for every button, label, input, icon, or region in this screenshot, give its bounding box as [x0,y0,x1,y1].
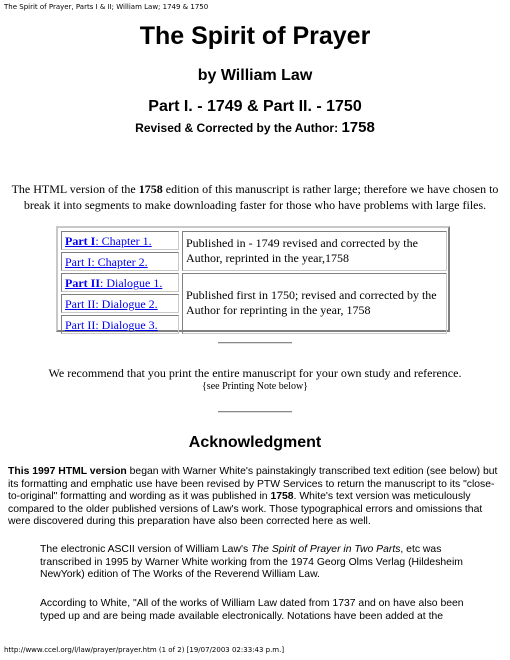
ack-paragraph-3: According to White, "All of the works of William Law dated from 1737 and on have also been typed up and are being made available electronically. Notations have been added at the [40,598,464,622]
toc-cell-part1-ch2 [61,252,179,271]
link-part1-rest: : Chapter 1. [95,234,152,248]
printing-note: {see Printing Note below} [202,381,308,392]
toc-cell-part2-d3 [61,315,179,334]
author-line: by William Law [197,67,313,84]
link-part1-bold: Part I [65,234,96,248]
intro-paragraph [8,181,502,213]
ack-p1-text1: began with Warner White's painstakingly transcribed text edition (see below) but its formatting and emphatic use have been revised by PTW Services to return the manuscript to its "close-to-original" formatting and wording as it was published in [8,466,498,503]
page-title: The Spirit of Prayer [139,22,371,50]
toc-cell-part2-d1 [61,273,179,292]
intro-after: edition of this manuscript is rather large; therefore we have chosen to break it into segments to make downloading faster for those who have problems with large files. [23,182,499,212]
parts-line: Part I. - 1749 & Part II. - 1750 [148,98,362,115]
toc-desc-part2: Published first in 1750; revised and corrected by the Author for reprinting in the year, 1758 [182,273,447,334]
link-part2-rest: : Dialogue 1. [100,276,163,290]
link-part2-dialogue2[interactable]: Part II: Dialogue 2. [65,297,158,311]
ack-p1-bold: This 1997 HTML version [8,466,127,477]
browser-print-header: The Spirit of Prayer, Parts I & II; William Law; 1749 & 1750 [4,3,209,11]
revised-year: 1758 [341,119,375,136]
contents-table [56,226,450,332]
divider-2 [218,411,292,413]
revised-line [0,119,510,137]
ack-p1-year: 1758 [270,491,294,503]
link-part1-chapter2[interactable]: Part I: Chapter 2. [65,255,148,269]
ack-p2-italic: The Spirit of Prayer in Two Parts [251,544,401,555]
ack-paragraph-1 [8,466,502,529]
toc-desc-part1: Published in - 1749 revised and corrected by the Author, reprinted in the year,1758 [182,231,447,271]
ack-p2-text1: The electronic ASCII version of William Law's [40,544,252,555]
link-part2-dialogue1[interactable] [65,276,162,290]
ack-p2-text2: , etc was transcribed in 1995 by Warner White working from the 1974 Georg Olms Verlag (Hildesheim NewYork) edition of The Works of the Reverend William Law. [40,544,463,581]
link-part1-chapter1[interactable] [65,234,152,248]
ack-p1-text2: . White's text version was meticulously compared to the older published versions of Law's work. Those typographical errors and omissions that were discovered during this preparation have also been corrected here as well. [8,491,483,528]
revised-prefix: Revised & Corrected by the Author: [135,121,339,135]
ack-paragraph-2 [40,544,488,582]
toc-cell-part1-ch1 [61,231,179,250]
intro-before: The HTML version of the [11,182,139,196]
acknowledgment-heading: Acknowledgment [188,434,322,451]
intro-year: 1758 [138,182,163,196]
link-part2-bold: Part II [65,276,100,290]
toc-cell-part2-d2 [61,294,179,313]
divider-1 [218,342,292,344]
recommend-line: We recommend that you print the entire manuscript for your own study and reference. [48,366,462,380]
link-part2-dialogue3[interactable]: Part II: Dialogue 3. [65,318,158,332]
browser-print-footer: http://www.ccel.org/l/law/prayer/prayer.htm (1 of 2) [19/07/2003 02:33:43 p.m.] [4,646,285,654]
